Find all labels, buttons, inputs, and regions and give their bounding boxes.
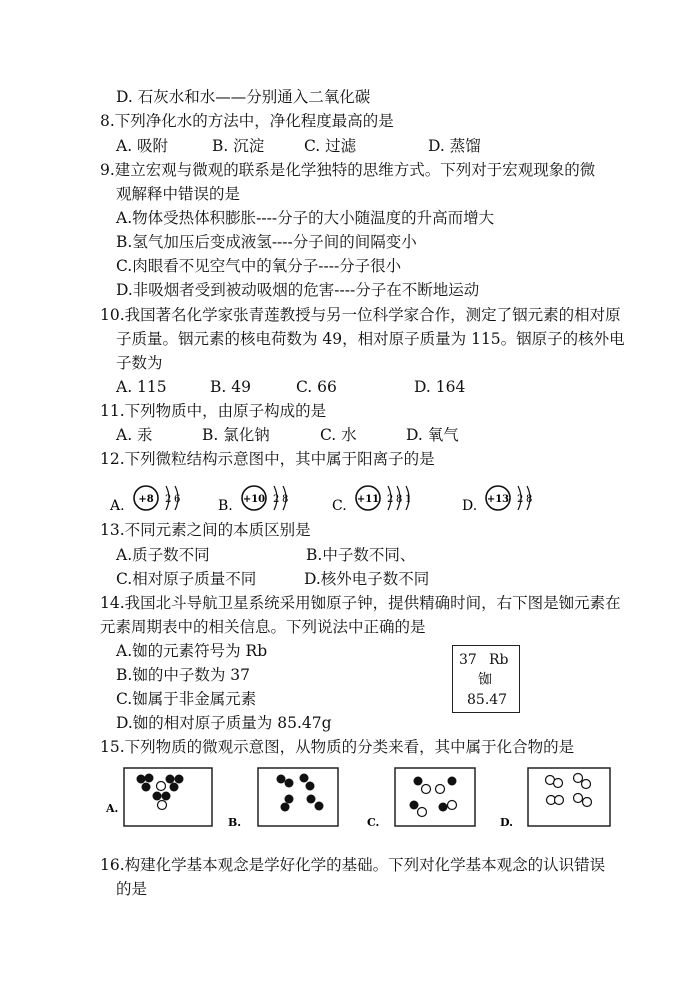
- molecule-diagrams: [100, 764, 620, 832]
- electron-count: 8: [282, 494, 289, 505]
- q9-option-b: B.氢气加压后变成液氢----分子间的间隔变小: [116, 233, 417, 251]
- q13-option-c: C.相对原子质量不同: [116, 570, 257, 588]
- question-16-line2: 的是: [116, 880, 148, 898]
- electron-count: 8: [396, 494, 403, 505]
- molecule-panel-d: [500, 768, 610, 829]
- question-13: 13.不同元素之间的本质区别是: [100, 521, 311, 539]
- q10-option-d: D. 164: [414, 378, 466, 396]
- element-atomic-number: 37: [459, 652, 477, 668]
- nucleus-charge: +8: [138, 494, 154, 505]
- atom-diagrams: [100, 476, 580, 522]
- panel-label: A.: [106, 802, 119, 815]
- molecule-panel-c: [367, 768, 475, 829]
- nucleus-charge: +13: [486, 494, 510, 505]
- atom-diagram: [332, 486, 411, 514]
- q8-option-a: A. 吸附: [116, 137, 169, 155]
- question-10-line2: 子质量。铟元素的核电荷数为 49，相对原子质量为 115。铟原子的核外电: [116, 330, 625, 348]
- q13-option-a: A.质子数不同: [116, 546, 210, 564]
- electron-count: 2: [517, 494, 524, 505]
- q11-option-d: D. 氧气: [406, 426, 459, 444]
- q7-option-d: D. 石灰水和水——分别通入二氧化碳: [116, 88, 371, 106]
- panel-label: B.: [228, 816, 242, 829]
- electron-count: 6: [174, 494, 181, 505]
- molecule-panel-b: [228, 768, 338, 829]
- q14-option-d: D.铷的相对原子质量为 85.47g: [116, 714, 332, 732]
- q9-option-a: A.物体受热体积膨胀----分子的大小随温度的升高而增大: [116, 209, 495, 227]
- q14-option-c: C.铷属于非金属元素: [116, 690, 257, 708]
- q9-option-c: C.肉眼看不见空气中的氧分子----分子很小: [116, 257, 402, 275]
- nucleus-charge: +11: [356, 494, 380, 505]
- electron-count: 1: [405, 494, 412, 505]
- q10-option-a: A. 115: [116, 378, 167, 396]
- atom-option-label: A.: [110, 498, 125, 514]
- molecule-panel-a: [105, 768, 212, 826]
- electron-count: 2: [273, 494, 280, 505]
- q14-option-a: A.铷的元素符号为 Rb: [116, 642, 268, 660]
- q11-option-c: C. 水: [320, 426, 357, 444]
- question-14-line1: 14.我国北斗导航卫星系统采用铷原子钟，提供精确时间，右下图是铷元素在: [100, 594, 621, 612]
- element-mass: 85.47: [467, 692, 508, 708]
- q10-option-b: B. 49: [210, 378, 251, 396]
- element-name: 铷: [478, 672, 492, 688]
- atom-diagram: [462, 486, 532, 514]
- electron-count: 2: [165, 494, 172, 505]
- panel-label: C.: [367, 816, 380, 829]
- element-symbol: Rb: [489, 652, 509, 668]
- q11-option-b: B. 氯化钠: [202, 426, 270, 444]
- atom-option-label: B.: [218, 498, 233, 514]
- electron-count: 8: [526, 494, 533, 505]
- question-14-line2: 元素周期表中的相关信息。下列说法中正确的是: [100, 618, 426, 636]
- panel-label: D.: [500, 816, 513, 829]
- atom-diagram: [109, 486, 180, 514]
- q8-option-c: C. 过滤: [304, 137, 357, 155]
- question-11: 11.下列物质中，由原子构成的是: [100, 402, 327, 420]
- q10-option-c: C. 66: [296, 378, 337, 396]
- question-15: 15.下列物质的微观示意图，从物质的分类来看，其中属于化合物的是: [100, 738, 575, 756]
- question-9-line1: 9.建立宏观与微观的联系是化学独特的思维方式。下列对于宏观现象的微: [100, 161, 596, 179]
- q8-option-d: D. 蒸馏: [428, 137, 481, 155]
- question-8: 8.下列净化水的方法中，净化程度最高的是: [100, 112, 394, 130]
- q8-option-b: B. 沉淀: [212, 137, 265, 155]
- question-9-line2: 观解释中错误的是: [116, 185, 241, 203]
- q13-option-d: D.核外电子数不同: [304, 570, 430, 588]
- element-info-card: [452, 645, 520, 713]
- atom-diagram: [218, 486, 288, 514]
- question-12: 12.下列微粒结构示意图中，其中属于阳离子的是: [100, 450, 435, 468]
- q11-option-a: A. 汞: [116, 426, 153, 444]
- q14-option-b: B.铷的中子数为 37: [116, 666, 250, 684]
- nucleus-charge: +10: [242, 494, 266, 505]
- q9-option-d: D.非吸烟者受到被动吸烟的危害----分子在不断地运动: [116, 281, 480, 299]
- q13-option-b: B.中子数不同、: [306, 546, 416, 564]
- question-16-line1: 16.构建化学基本观念是学好化学的基础。下列对化学基本观念的认识错误: [100, 856, 606, 874]
- atom-option-label: D.: [462, 498, 478, 514]
- electron-count: 2: [387, 494, 394, 505]
- question-10-line1: 10.我国著名化学家张青莲教授与另一位科学家合作，测定了铟元素的相对原: [100, 306, 621, 324]
- atom-option-label: C.: [332, 498, 347, 514]
- question-10-line3: 子数为: [116, 354, 163, 372]
